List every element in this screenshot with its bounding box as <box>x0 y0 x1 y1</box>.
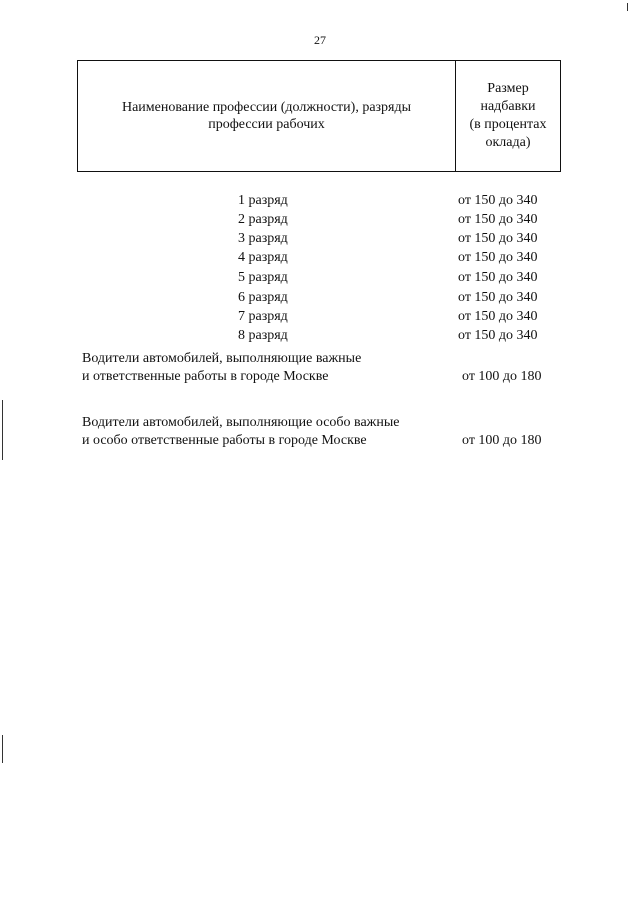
header-allowance-line: надбавки <box>480 99 536 114</box>
table-row <box>0 250 640 269</box>
table-row <box>0 328 640 347</box>
rank-label: 2 разряд <box>238 212 288 227</box>
table-row <box>0 290 640 309</box>
driver-category-label: Водители автомобилей, выполняющие особо важные и особо ответственные работы в городе Москве <box>82 415 400 448</box>
header-allowance-line: Размер <box>487 81 529 96</box>
table-row <box>0 231 640 250</box>
header-profession-title: Наименование профессии (должности), разряды профессии рабочих <box>78 61 456 171</box>
rank-value: от 150 до 340 <box>458 193 538 208</box>
header-allowance-line: (в процентах <box>469 117 547 132</box>
rank-value: от 150 до 340 <box>458 270 538 285</box>
scan-edge-mark <box>627 3 628 11</box>
rank-label: 6 разряд <box>238 290 288 305</box>
rank-label: 7 разряд <box>238 309 288 324</box>
table-row <box>0 193 640 212</box>
rank-value: от 150 до 340 <box>458 250 538 265</box>
driver-category-value: от 100 до 180 <box>462 433 542 448</box>
rank-label: 4 разряд <box>238 250 288 265</box>
header-allowance-line: оклада) <box>485 135 531 150</box>
rank-label: 5 разряд <box>238 270 288 285</box>
rank-value: от 150 до 340 <box>458 231 538 246</box>
scan-edge-mark <box>2 735 3 763</box>
driver-category-value: от 100 до 180 <box>462 369 542 384</box>
rank-value: от 150 до 340 <box>458 309 538 324</box>
driver-category-label: Водители автомобилей, выполняющие важные и ответственные работы в городе Москве <box>82 351 362 384</box>
page-number: 27 <box>314 33 326 47</box>
rank-value: от 150 до 340 <box>458 290 538 305</box>
header-allowance-title <box>456 61 560 171</box>
table-row <box>0 309 640 328</box>
rank-value: от 150 до 340 <box>458 328 538 343</box>
rank-label: 1 разряд <box>238 193 288 208</box>
table-row <box>82 414 602 450</box>
table-header <box>77 60 561 172</box>
scan-edge-mark <box>2 400 3 460</box>
table-row <box>0 270 640 289</box>
rank-label: 8 разряд <box>238 328 288 343</box>
rank-label: 3 разряд <box>238 231 288 246</box>
table-row <box>82 350 602 386</box>
table-row <box>0 212 640 231</box>
rank-value: от 150 до 340 <box>458 212 538 227</box>
